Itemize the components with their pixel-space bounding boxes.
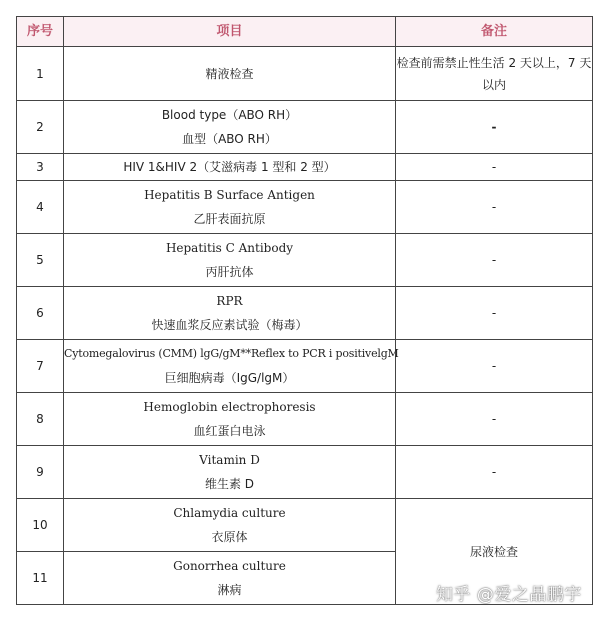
row-note: 检查前需禁止性生活 2 天以上，7 天以内 — [396, 47, 593, 101]
row-note: - — [396, 154, 593, 181]
item-name-en: Cytomegalovirus (CMM) lgG/gM**Reflex to PCR i positivelgM — [64, 347, 399, 360]
item-name-zh: 精液检查 — [64, 47, 396, 101]
item-name-zh: HIV 1&HIV 2（艾滋病毒 1 型和 2 型） — [64, 154, 396, 181]
row-number: 5 — [17, 234, 64, 287]
item-name-zh: 乙肝表面抗原 — [193, 212, 266, 226]
item-cell — [64, 234, 396, 287]
row-number: 7 — [17, 340, 64, 393]
item-name-zh: 丙肝抗体 — [205, 265, 254, 279]
item-name-en: Hemoglobin electrophoresis — [143, 400, 316, 414]
header-item: 项目 — [64, 17, 396, 47]
zhihu-watermark: 知乎 @爱之晶鹏宇 — [436, 585, 582, 605]
table-row — [17, 101, 593, 154]
item-name-en: Hepatitis C Antibody — [165, 241, 294, 255]
table-row — [17, 393, 593, 446]
row-number: 4 — [17, 181, 64, 234]
item-name-en: Chlamydia culture — [173, 506, 286, 520]
row-number: 2 — [17, 101, 64, 154]
item-name-zh: 衣原体 — [211, 530, 248, 544]
table-row — [17, 499, 593, 552]
table-row — [17, 287, 593, 340]
item-cell — [64, 287, 396, 340]
item-cell — [64, 446, 396, 499]
row-number: 1 — [17, 47, 64, 101]
row-number: 6 — [17, 287, 64, 340]
table-row — [17, 446, 593, 499]
item-name-en: Blood type（ABO RH） — [161, 108, 298, 122]
item-name-zh: 血红蛋白电泳 — [193, 424, 266, 438]
item-cell — [64, 499, 396, 552]
header-note: 备注 — [396, 17, 593, 47]
item-name-zh: 维生素 D — [204, 477, 255, 491]
row-note: - — [396, 393, 593, 446]
row-note: - — [396, 287, 593, 340]
item-name-en: Hepatitis B Surface Antigen — [144, 188, 315, 202]
table-row — [17, 181, 593, 234]
row-number: 11 — [17, 552, 64, 605]
row-note: - — [396, 340, 593, 393]
item-cell — [64, 552, 396, 605]
table-row — [17, 47, 593, 101]
item-name-zh: 淋病 — [217, 583, 242, 597]
row-number: 10 — [17, 499, 64, 552]
item-name-en: RPR — [216, 294, 243, 308]
row-note: - — [396, 446, 593, 499]
table-row — [17, 154, 593, 181]
row-note: - — [396, 101, 593, 154]
table-row — [17, 234, 593, 287]
item-name-en: Gonorrhea culture — [173, 559, 286, 573]
row-note-merged: 尿液检查 — [396, 499, 593, 605]
item-cell — [64, 340, 399, 393]
row-number: 3 — [17, 154, 64, 181]
item-cell — [64, 393, 396, 446]
row-note: - — [396, 234, 593, 287]
item-cell — [64, 101, 396, 154]
table-row — [17, 340, 593, 393]
table-header-row — [17, 17, 593, 47]
item-name-zh: 快速血浆反应素试验（梅毒） — [151, 318, 308, 332]
item-cell — [64, 181, 396, 234]
row-number: 9 — [17, 446, 64, 499]
row-number: 8 — [17, 393, 64, 446]
item-name-zh: 巨细胞病毒（IgG/lgM） — [164, 371, 295, 385]
item-name-en: Vitamin D — [199, 453, 260, 467]
item-name-zh: 血型（ABO RH） — [182, 132, 277, 146]
row-note: - — [396, 181, 593, 234]
header-no: 序号 — [17, 17, 64, 47]
test-items-table — [16, 16, 593, 605]
